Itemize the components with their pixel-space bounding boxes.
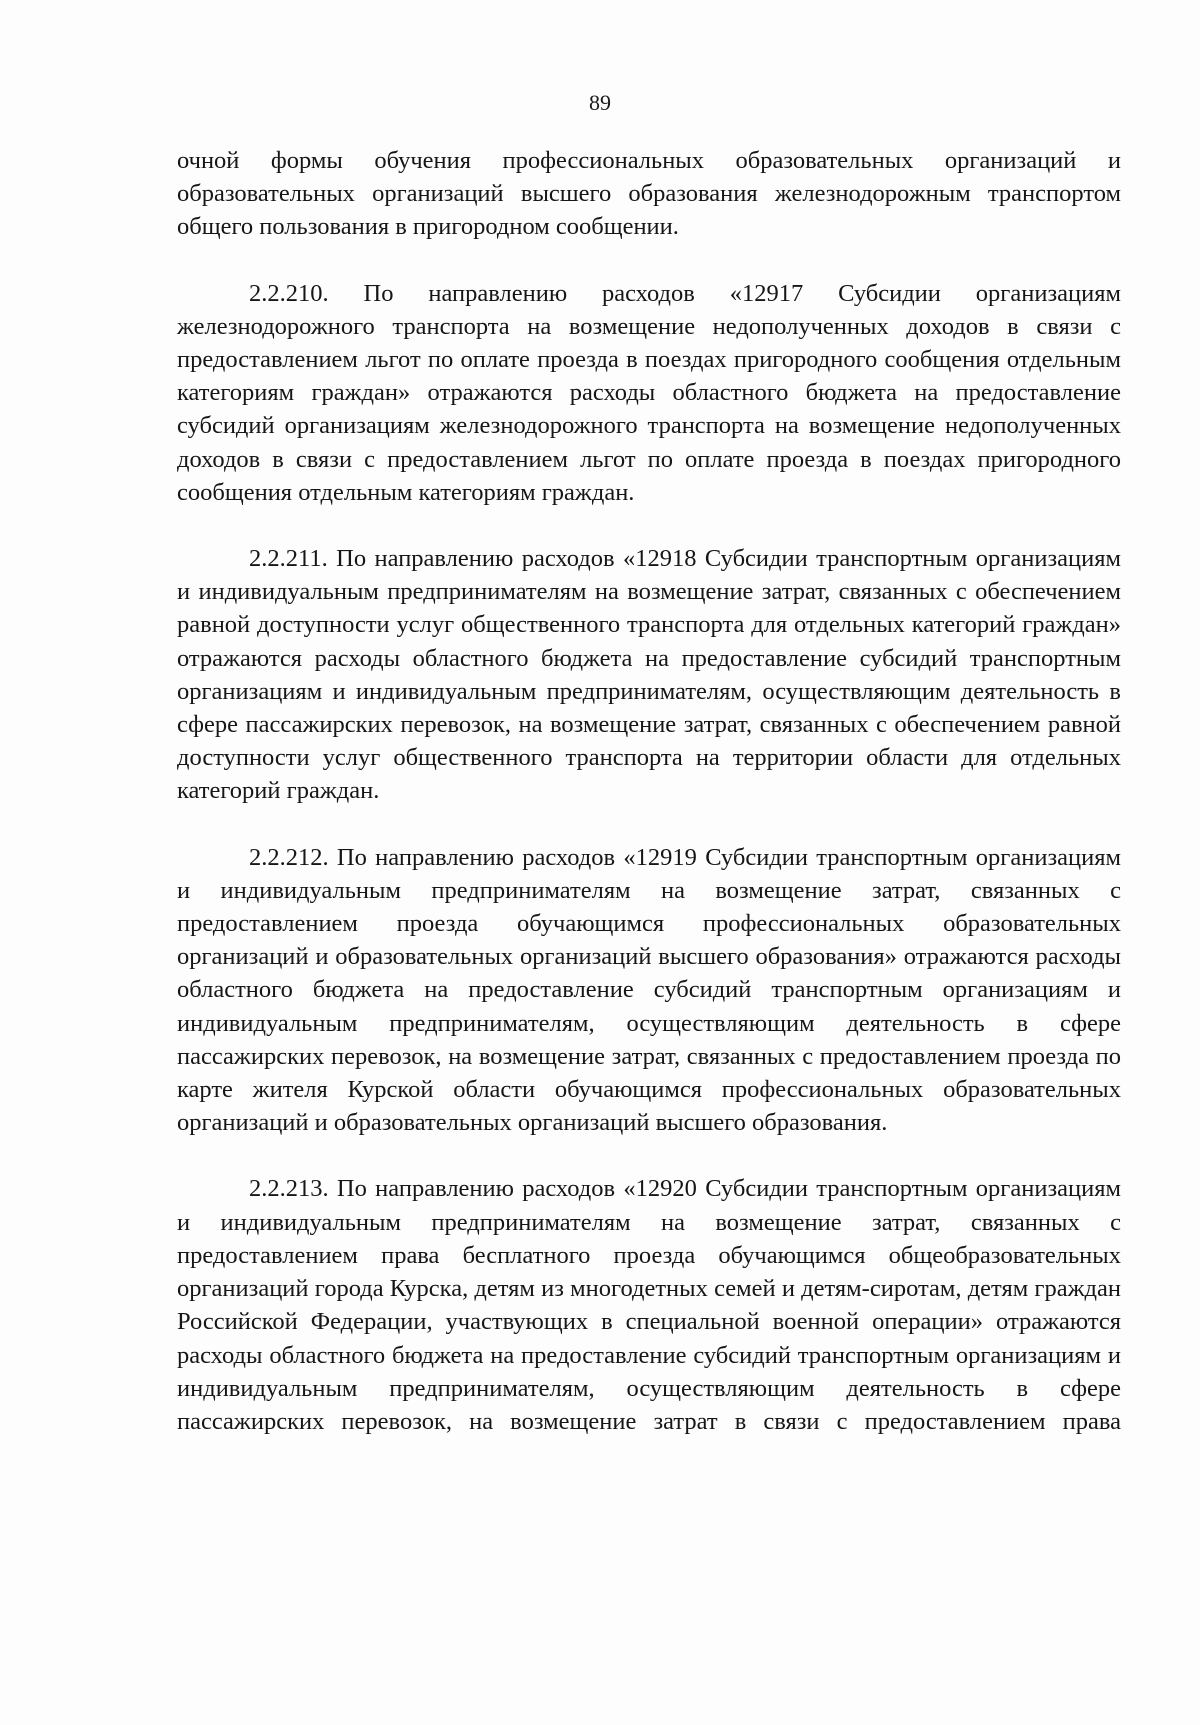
paragraph-2-2-210: 2.2.210. По направлению расходов «12917 Субсидии организациям железнодорожного транспорта на возмещение недополученных доходов в связи с предоставлением льгот по оплате проезда в поездах пригородного сообщения отдельным категориям граждан» отражаются расходы областного бюджета на предоставление субсидий организациям железнодорожного транспорта на возмещение недополученных доходов в связи с предоставлением льгот по оплате проезда в поездах пригородного сообщения отдельным категориям граждан. <box>177 279 1121 506</box>
paragraph-2-2-211: 2.2.211. По направлению расходов «12918 Субсидии транспортным организациям и индивидуальным предпринимателям на возмещение затрат, связанных с обеспечением равной доступности услуг общественного транспорта для отдельных категорий граждан» отражаются расходы областного бюджета на предоставление субсидий транспортным организациям и индивидуальным предпринимателям, осуществляющим деятельность в сфере пассажирских перевозок, на возмещение затрат, связанных с обеспечением равной доступности услуг общественного транспорта на территории области для отдельных категорий граждан. <box>177 545 1121 805</box>
page-number: 89 <box>589 90 611 115</box>
paragraph-2-2-213: 2.2.213. По направлению расходов «12920 Субсидии транспортным организациям и индивидуальным предпринимателям на возмещение затрат, связанных с предоставлением права бесплатного проезда обучающимся общеобразовательных организаций города Курска, детям из многодетных семей и детям-сиротам, детям граждан Российской Федерации, участвующих в специальной военной операции» отражаются расходы областного бюджета на предоставление субсидий транспортным организациям и индивидуальным предпринимателям, осуществляющим деятельность в сфере пассажирских перевозок, на возмещение затрат в связи с предоставлением права <box>177 1175 1121 1435</box>
paragraph-2-2-212: 2.2.212. По направлению расходов «12919 Субсидии транспортным организациям и индивидуальным предпринимателям на возмещение затрат, связанных с предоставлением проезда обучающимся профессиональных образовательных организаций и образовательных организаций высшего образования» отражаются расходы областного бюджета на предоставление субсидий транспортным организациям и индивидуальным предпринимателям, осуществляющим деятельность в сфере пассажирских перевозок, на возмещение затрат, связанных с предоставлением проезда по карте жителя Курской области обучающимся профессиональных образовательных организаций и образовательных организаций высшего образования. <box>177 843 1121 1137</box>
paragraph-continuation: очной формы обучения профессиональных образовательных организаций и образовательных организаций высшего образования железнодорожным транспортом общего пользования в пригородном сообщении. <box>177 147 1121 241</box>
document-body <box>177 144 1121 1438</box>
